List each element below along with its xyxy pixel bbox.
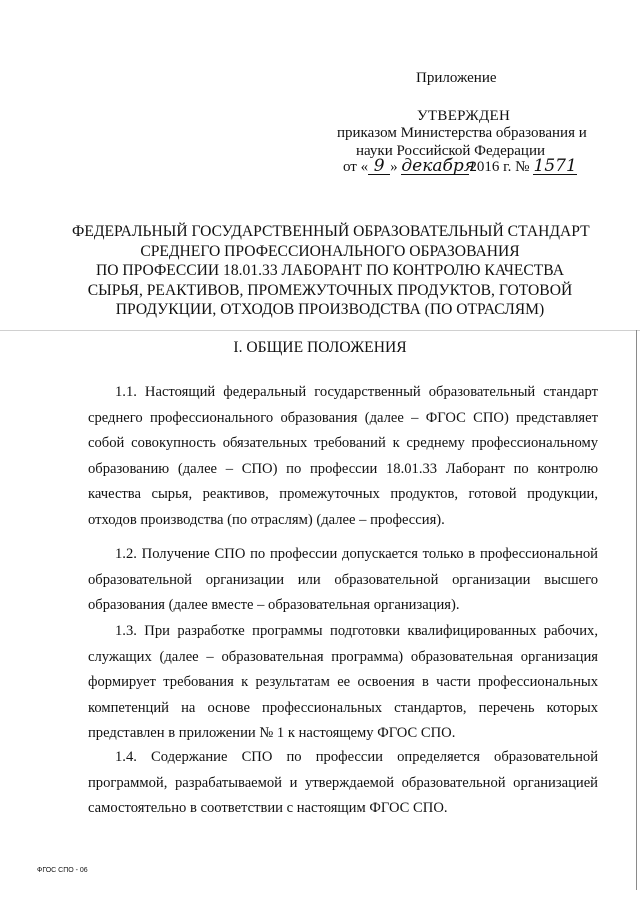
scan-edge	[636, 330, 637, 890]
paragraph-1-3	[88, 619, 598, 747]
paragraph-text: 1.2. Получение СПО по профессии допускается только в профессиональной образовательной организации или образовательной организации высшего образования (далее вместе – образовательная организация).	[88, 546, 598, 613]
scan-divider-line	[0, 330, 640, 331]
handwritten-month: декабря	[401, 156, 475, 176]
date-prefix: от «	[343, 159, 369, 175]
handwritten-day: 9	[368, 158, 390, 175]
order-line-1: приказом Министерства образования и	[337, 125, 587, 141]
paragraph-text: 1.4. Содержание СПО по профессии определяется образовательной программой, разрабатываемой и утверждаемой образовательной организацией самостоятельно в соответствии с настоящим ФГОС СПО.	[88, 749, 598, 816]
date-quote-close: »	[390, 159, 398, 175]
paragraph-1-4	[88, 745, 598, 822]
order-date-line	[343, 158, 577, 176]
document-title	[72, 222, 588, 320]
title-line: ПО ПРОФЕССИИ 18.01.33 ЛАБОРАНТ ПО КОНТРОЛЮ КАЧЕСТВА	[95, 262, 564, 279]
paragraph-text: 1.1. Настоящий федеральный государственный образовательный стандарт среднего профессионального образования (далее – ФГОС СПО) представляет собой совокупность обязательных требований к среднему профессиональному образованию (далее – СПО) по профессии 18.01.33 Лаборант по контролю качества сырья, реактивов, промежуточных продуктов, готовой продукции, отходов производства (по отраслям) (далее – профессия).	[88, 384, 598, 528]
title-line: ФЕДЕРАЛЬНЫЙ ГОСУДАРСТВЕННЫЙ ОБРАЗОВАТЕЛЬНЫЙ СТАНДАРТ	[72, 223, 590, 240]
page-footer: ФГОС СПО - 06	[37, 867, 88, 874]
section-title: I. ОБЩИЕ ПОЛОЖЕНИЯ	[233, 339, 407, 356]
handwritten-order-number: 1571	[533, 156, 577, 176]
paragraph-1-2	[88, 542, 598, 619]
title-line: ПРОДУКЦИИ, ОТХОДОВ ПРОИЗВОДСТВА (ПО ОТРАСЛЯМ)	[115, 301, 545, 318]
paragraph-1-1	[88, 380, 598, 533]
approved-label: УТВЕРЖДЕН	[417, 108, 511, 124]
appendix-label: Приложение	[416, 70, 497, 86]
title-line: СЫРЬЯ, РЕАКТИВОВ, ПРОМЕЖУТОЧНЫХ ПРОДУКТОВ, ГОТОВОЙ	[87, 281, 573, 299]
date-year: 2016 г. №	[469, 159, 530, 175]
order-line-2: науки Российской Федерации	[356, 143, 546, 159]
paragraph-text: 1.3. При разработке программы подготовки квалифицированных рабочих, служащих (далее – образовательная программа) образовательная организация формирует требования к результатам ее освоения в части профессиональных компетенций на основе профессиональных стандартов, перечень которых представлен в приложении № 1 к настоящему ФГОС СПО.	[88, 623, 598, 741]
title-line: СРЕДНЕГО ПРОФЕССИОНАЛЬНОГО ОБРАЗОВАНИЯ	[140, 242, 520, 260]
